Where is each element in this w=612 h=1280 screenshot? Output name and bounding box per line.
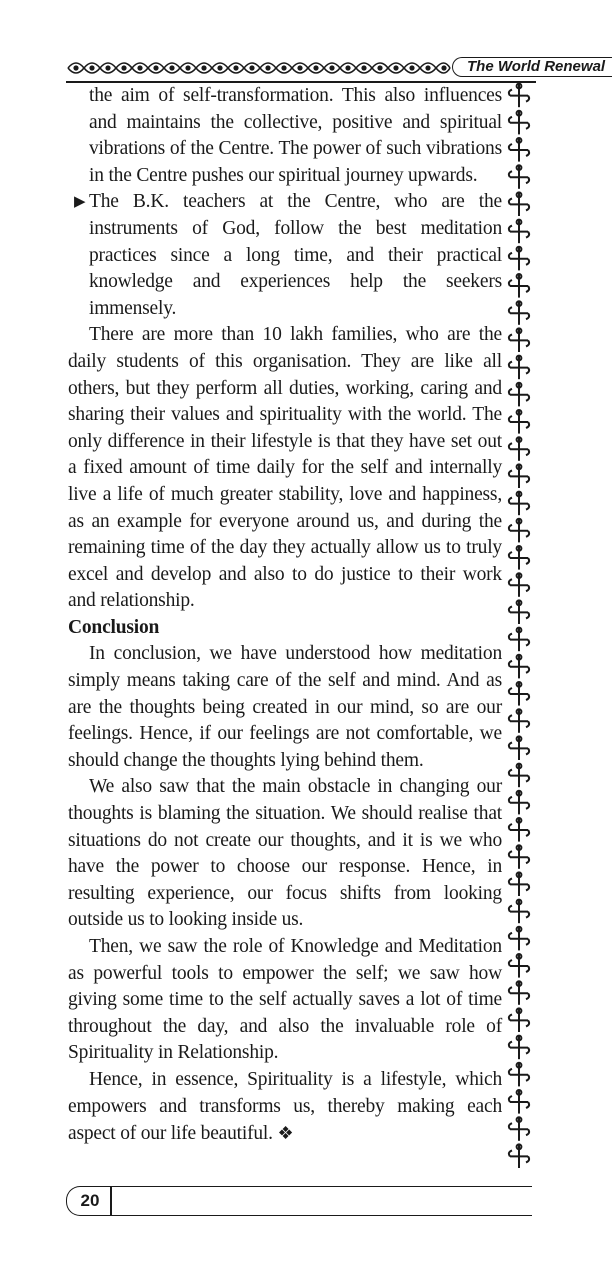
conclusion-paragraph-4 [68, 1067, 502, 1148]
cross-link-icon [509, 519, 529, 543]
cross-link-icon [509, 165, 529, 189]
cross-link-icon [509, 845, 529, 869]
cross-link-icon [509, 736, 529, 760]
conclusion-paragraph-1: In conclusion, we have understood how meditation simply means taking care of the self and mind. And as are the thoughts being created in our mind, so are our feelings. Hence, if our feelings are not comfortable, we should change the thoughts lying behind them. [68, 643, 502, 771]
cross-link-icon [509, 628, 529, 652]
end-of-article-icon: ❖ [277, 1123, 294, 1144]
triangle-bullet-icon: ▶ [74, 194, 86, 211]
cross-link-icon [509, 1090, 529, 1114]
cross-link-icon [509, 546, 529, 570]
continuation-paragraph: the aim of self-transformation. This also influences and maintains the collective, positive and spiritual vibrations of the Centre. The power of such vibrations in the Centre pushes our spiritual journey upwards. [89, 85, 502, 186]
publication-title: The World Renewal [467, 58, 606, 75]
page-header [62, 54, 606, 82]
cross-link-icon [509, 220, 529, 244]
section-heading: Conclusion [68, 616, 160, 638]
cross-link-icon [509, 900, 529, 924]
final-sentence: Hence, in essence, Spirituality is a lifestyle, which empowers and transforms us, thereby making each aspect of our life beautiful. [68, 1068, 502, 1145]
cross-link-icon [509, 464, 529, 488]
cross-link-icon [509, 1036, 529, 1060]
cross-link-icon [509, 247, 529, 271]
conclusion-paragraph-2: We also saw that the main obstacle in changing our thoughts is blaming the situation. We should realise that situations do not create our thoughts, and it is we who have the power to choose our response. Hence, in resulting experience, our focus shifts from looking outside us to looking inside us. [68, 776, 502, 931]
cross-link-icon [509, 84, 529, 108]
cross-link-icon [509, 981, 529, 1005]
cross-link-icon [509, 682, 529, 706]
cross-link-icon [509, 192, 529, 216]
cross-link-icon [509, 301, 529, 325]
cross-link-icon [509, 872, 529, 896]
cross-link-icon [509, 492, 529, 516]
cross-link-icon [509, 1063, 529, 1087]
cross-link-icon [509, 1008, 529, 1032]
footer-divider [110, 1186, 112, 1216]
cross-link-icon [509, 111, 529, 135]
cross-link-icon [509, 138, 529, 162]
cross-link-icon [509, 356, 529, 380]
header-title-box [452, 57, 612, 77]
cross-link-icon [509, 410, 529, 434]
cross-link-icon [509, 927, 529, 951]
cross-link-icon [509, 383, 529, 407]
families-paragraph: There are more than 10 lakh families, who are the daily students of this organisation. They are like all others, but they perform all duties, working, caring and sharing their values and spirituality with the world. The only difference in their lifestyle is that they have set out a fixed amount of time daily for the self and internally live a life of much greater stability, love and happiness, as an example for everyone around us, and during the remaining time of the day they actually allow us to truly excel and develop and also to do justice to their work and relationship. [68, 324, 502, 612]
cross-link-icon [509, 328, 529, 352]
cross-link-icon [509, 274, 529, 298]
article-body [68, 83, 502, 1148]
page-footer [66, 1186, 532, 1216]
cross-link-icon [509, 437, 529, 461]
cross-chain-border-icon [506, 82, 532, 1170]
footer-box [66, 1186, 532, 1216]
bullet-list-item [68, 189, 502, 322]
bullet-text: The B.K. teachers at the Centre, who are the instruments of God, follow the best meditation practices since a long time, and their practical knowledge and experiences help the seekers immensely. [89, 191, 502, 319]
cross-link-icon [509, 709, 529, 733]
cross-link-icon [509, 1117, 529, 1141]
cross-link-icon [509, 1144, 529, 1168]
cross-link-icon [509, 600, 529, 624]
cross-link-icon [509, 655, 529, 679]
conclusion-paragraph-3: Then, we saw the role of Knowledge and Meditation as powerful tools to empower the self; we saw how giving some time to the self actually saves a lot of time throughout the day, and also the invaluable role of Spirituality in Relationship. [68, 936, 502, 1064]
cross-link-icon [509, 764, 529, 788]
cross-link-icon [509, 573, 529, 597]
cross-link-icon [509, 791, 529, 815]
cross-link-icon [509, 818, 529, 842]
floral-vine-ornament-icon [68, 58, 450, 78]
cross-link-icon [509, 954, 529, 978]
page-number: 20 [80, 1191, 100, 1210]
